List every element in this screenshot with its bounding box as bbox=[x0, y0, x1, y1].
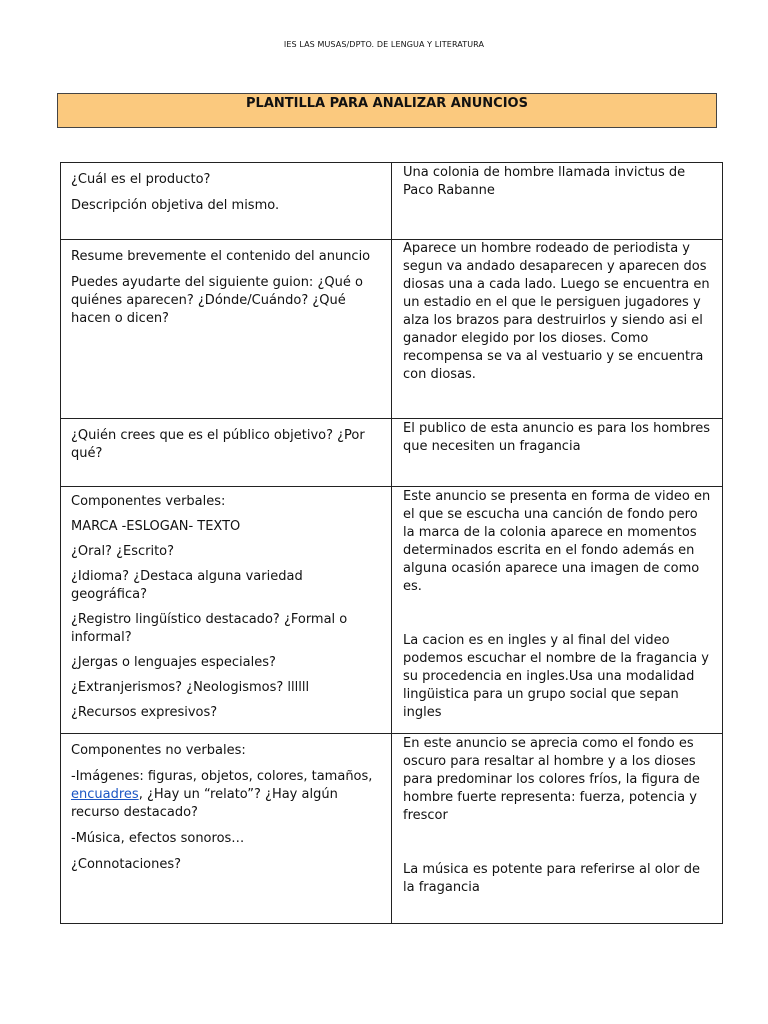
answer-cell[interactable] bbox=[392, 487, 723, 734]
question-text-segment: , ¿Hay un “relato”? ¿Hay algún recurso destacado? bbox=[71, 787, 338, 820]
question-text: ¿Registro lingüístico destacado? ¿Formal o informal? bbox=[71, 612, 348, 645]
answer-text: El publico de esta anuncio es para los hombres que necesiten un fragancia bbox=[403, 421, 711, 454]
question-text: ¿Jergas o lenguajes especiales? bbox=[71, 655, 276, 670]
question-text: Descripción objetiva del mismo. bbox=[71, 198, 280, 213]
table-row-verbal-components bbox=[61, 487, 723, 734]
answer-cell[interactable] bbox=[392, 419, 723, 487]
question-text: -Música, efectos sonoros… bbox=[71, 831, 245, 846]
analysis-table bbox=[60, 162, 723, 924]
question-text: Componentes verbales: bbox=[71, 494, 226, 509]
page-title: PLANTILLA PARA ANALIZAR ANUNCIOS bbox=[57, 93, 717, 128]
question-cell bbox=[61, 163, 392, 240]
question-cell bbox=[61, 734, 392, 924]
table-row-nonverbal-components bbox=[61, 734, 723, 924]
answer-text: La música es potente para referirse al olor de la fragancia bbox=[403, 862, 701, 895]
question-text-segment: -Imágenes: figuras, objetos, colores, tamaños, bbox=[71, 769, 373, 784]
question-text: ¿Oral? ¿Escrito? bbox=[71, 544, 175, 559]
question-text: ¿Extranjerismos? ¿Neologismos? llllll bbox=[71, 680, 310, 695]
question-text: Componentes no verbales: bbox=[71, 743, 246, 758]
answer-text: En este anuncio se aprecia como el fondo es oscuro para resaltar al hombre y a los dioses para predominar los colores fríos, la figura de hombre fuerte representa: fuerza, potencia y frescor bbox=[403, 736, 700, 823]
table-row-audience bbox=[61, 419, 723, 487]
question-text: ¿Connotaciones? bbox=[71, 857, 182, 872]
answer-text: Aparece un hombre rodeado de periodista y segun va andado desaparecen y aparecen dos diosas una a cada lado. Luego se encuentra en un estadio en el que le persiguen jugadores y alza los brazos para destruirlos y siendo asi el ganador elegido por los dioses. Como recompensa se va al vestuario y se encuentra con diosas. bbox=[403, 241, 710, 382]
encuadres-link[interactable]: encuadres bbox=[71, 787, 139, 802]
question-text: Puedes ayudarte del siguiente guion: ¿Qué o quiénes aparecen? ¿Dónde/Cuándo? ¿Qué hacen o dicen? bbox=[71, 275, 363, 326]
question-text: Resume brevemente el contenido del anuncio bbox=[71, 249, 371, 264]
answer-text: La cacion es en ingles y al final del video podemos escuchar el nombre de la fragancia y su procedencia en ingles.Usa una modalidad lingüistica para un grupo social que sepan ingles bbox=[403, 633, 709, 720]
answer-cell[interactable] bbox=[392, 734, 723, 924]
table-row-summary bbox=[61, 240, 723, 419]
question-text: ¿Idioma? ¿Destaca alguna variedad geográfica? bbox=[71, 569, 303, 602]
question-text: ¿Cuál es el producto? bbox=[71, 172, 211, 187]
question-text: ¿Quién crees que es el público objetivo? ¿Por qué? bbox=[71, 428, 365, 461]
question-cell bbox=[61, 240, 392, 419]
question-text bbox=[71, 768, 381, 822]
table-row-product bbox=[61, 163, 723, 240]
question-cell bbox=[61, 419, 392, 487]
document-header: IES LAS MUSAS/DPTO. DE LENGUA Y LITERATURA bbox=[283, 40, 485, 49]
answer-text: Una colonia de hombre llamada invictus de Paco Rabanne bbox=[403, 165, 686, 198]
question-cell bbox=[61, 487, 392, 734]
question-text: ¿Recursos expresivos? bbox=[71, 705, 218, 720]
answer-cell[interactable] bbox=[392, 240, 723, 419]
question-text: MARCA -ESLOGAN- TEXTO bbox=[71, 519, 241, 534]
answer-cell[interactable] bbox=[392, 163, 723, 240]
answer-text: Este anuncio se presenta en forma de video en el que se escucha una canción de fondo pero la marca de la colonia aparece en momentos determinados escrita en el fondo además en alguna ocasión aparece una imagen de como es. bbox=[403, 489, 711, 594]
